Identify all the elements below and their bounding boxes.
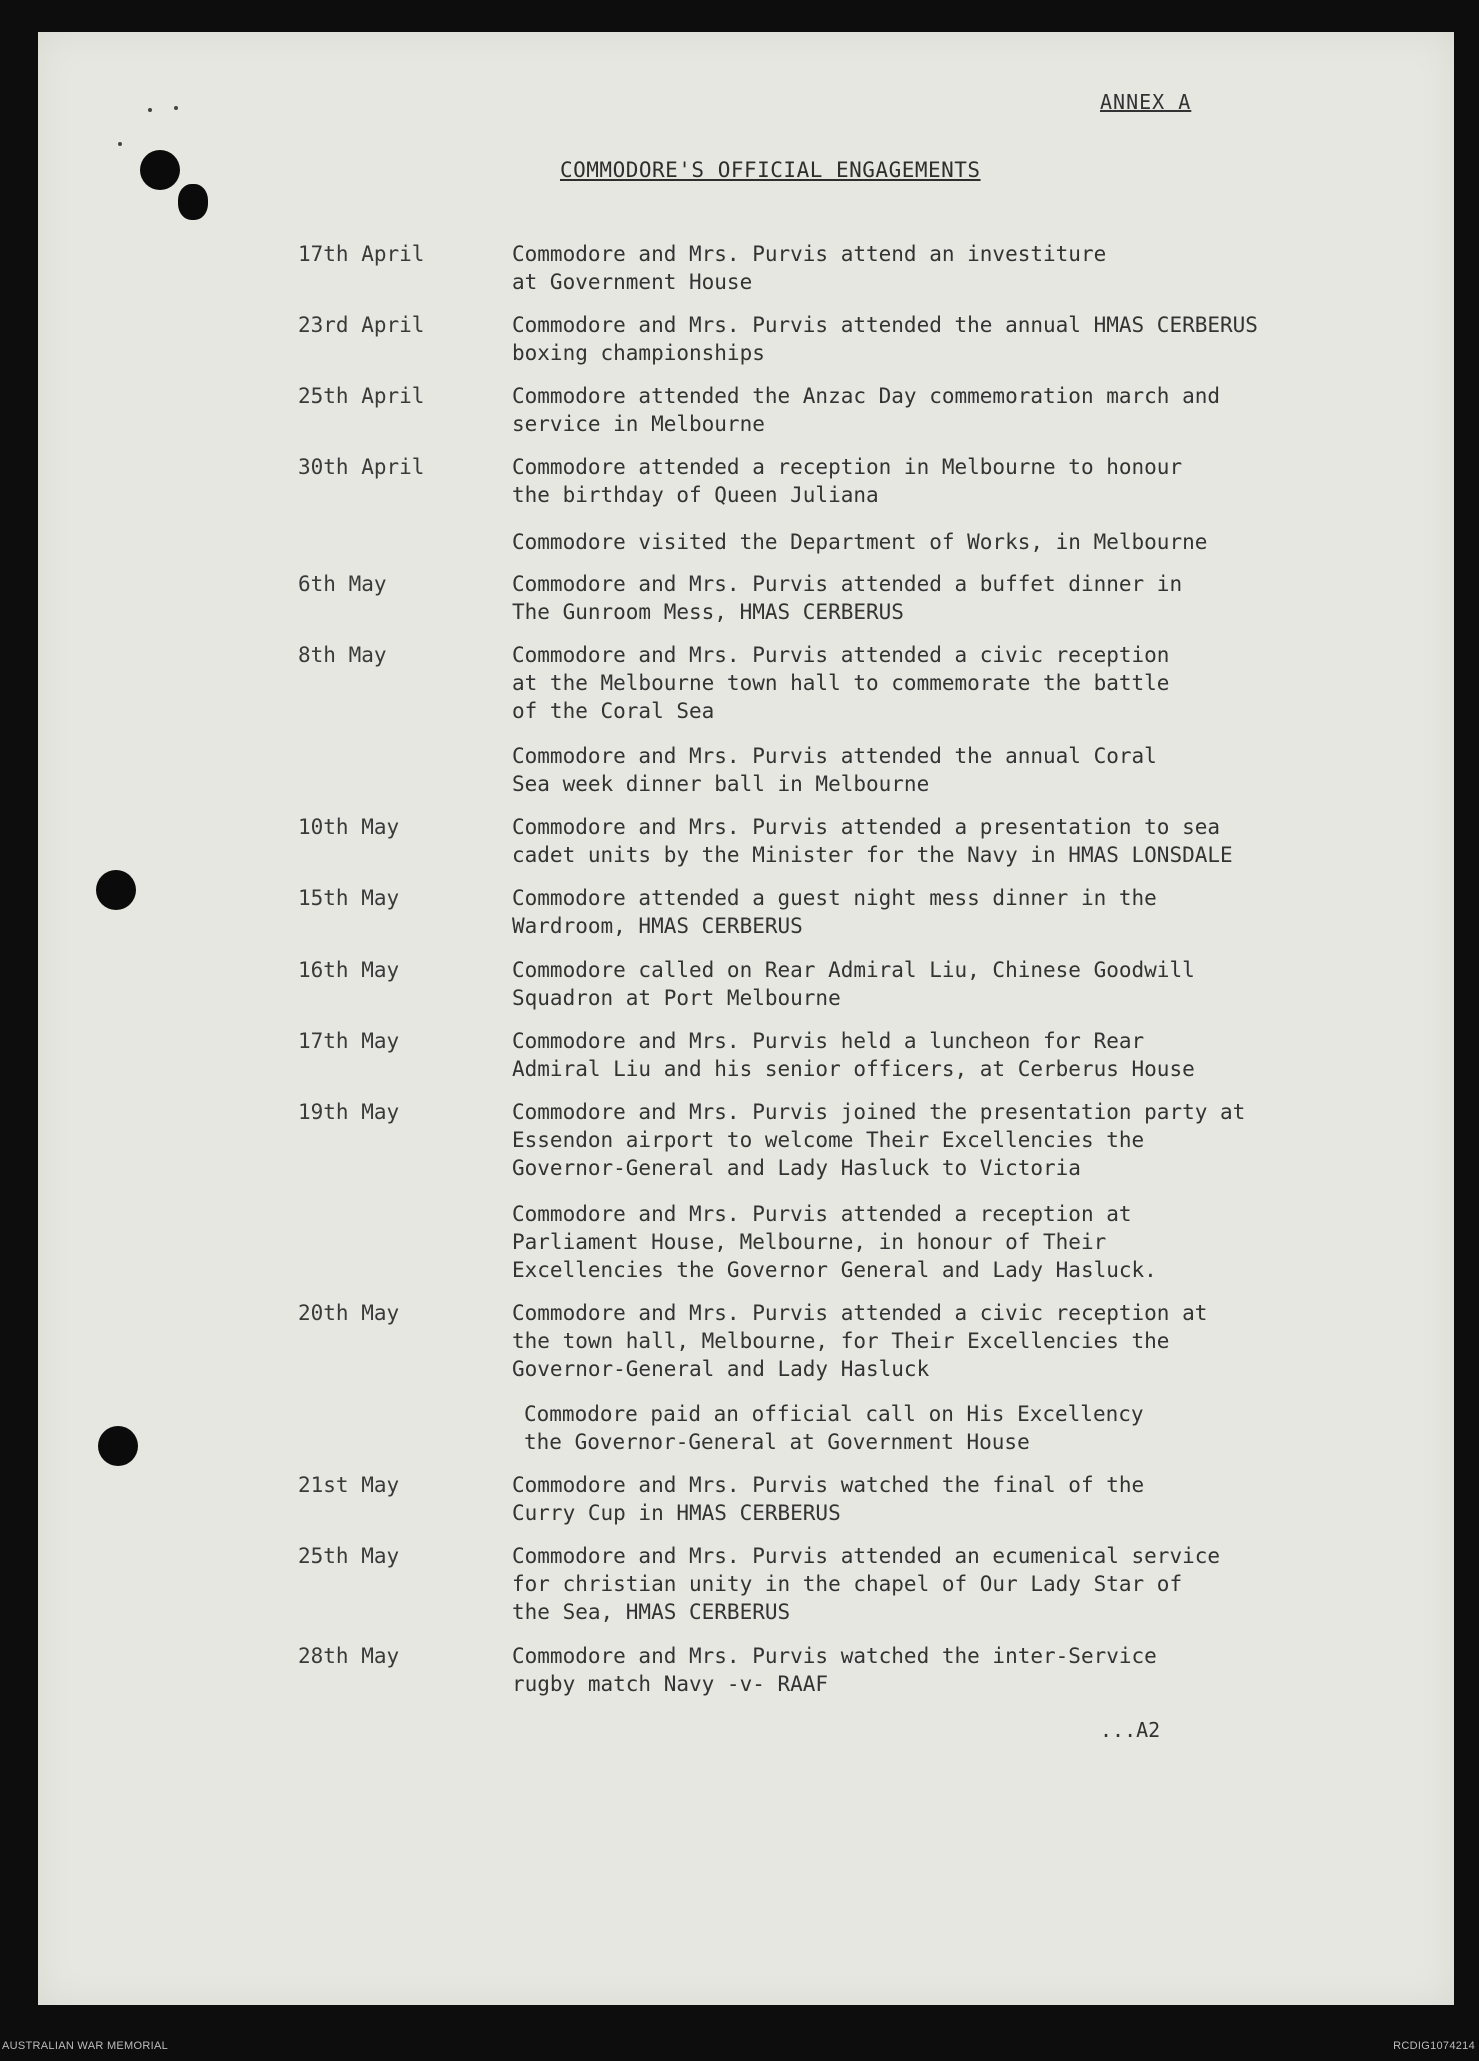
punch-hole <box>96 870 136 910</box>
entry-date: 15th May <box>298 886 400 910</box>
entry-text: Commodore and Mrs. Purvis attend an investiture at Government House <box>512 242 1107 294</box>
punch-hole-torn <box>178 184 208 220</box>
footer-record-id: RCDIG1074214 <box>1393 2040 1475 2052</box>
entry-date: 28th May <box>298 1644 400 1668</box>
entry-date: 10th May <box>298 815 400 839</box>
entry-text: Commodore and Mrs. Purvis attended a civic reception at the Melbourne town hall to commemorate the battle of the Coral Sea <box>512 643 1170 723</box>
entry-date: 16th May <box>298 958 400 982</box>
entry-text: Commodore and Mrs. Purvis held a luncheon for Rear Admiral Liu and his senior officers, at Cerberus House <box>512 1029 1195 1081</box>
paper-speck <box>174 106 178 110</box>
page-title: COMMODORE'S OFFICIAL ENGAGEMENTS <box>560 158 981 182</box>
punch-hole <box>140 150 180 190</box>
entry-text: Commodore and Mrs. Purvis joined the presentation party at Essendon airport to welcome Their Excellencies the Governor-General and Lady Hasluck to Victoria <box>512 1100 1246 1180</box>
entry-date: 20th May <box>298 1301 400 1325</box>
entry-text: Commodore paid an official call on His Excellency the Governor-General at Government House <box>524 1402 1144 1454</box>
entry-text: Commodore and Mrs. Purvis watched the final of the Curry Cup in HMAS CERBERUS <box>512 1473 1145 1525</box>
entry-date: 8th May <box>298 643 387 667</box>
entry-text: Commodore attended a reception in Melbourne to honour the birthday of Queen Juliana <box>512 455 1183 507</box>
entry-text: Commodore and Mrs. Purvis attended the annual HMAS CERBERUS boxing championships <box>512 313 1258 365</box>
entry-date: 30th April <box>298 455 425 479</box>
annex-label: ANNEX A <box>1100 90 1192 114</box>
entry-text: Commodore visited the Department of Works, in Melbourne <box>512 530 1208 554</box>
entry-date: 23rd April <box>298 313 425 337</box>
entry-text: Commodore called on Rear Admiral Liu, Chinese Goodwill Squadron at Port Melbourne <box>512 958 1195 1010</box>
paper-speck <box>148 108 152 112</box>
entry-date: 21st May <box>298 1473 400 1497</box>
entry-text: Commodore attended the Anzac Day commemoration march and service in Melbourne <box>512 384 1221 436</box>
entry-text: Commodore and Mrs. Purvis attended a buffet dinner in The Gunroom Mess, HMAS CERBERUS <box>512 572 1183 624</box>
continuation-marker: ...A2 <box>1100 1718 1161 1742</box>
entry-date: 17th April <box>298 242 425 266</box>
entry-text: Commodore attended a guest night mess dinner in the Wardroom, HMAS CERBERUS <box>512 886 1157 938</box>
entry-date: 17th May <box>298 1029 400 1053</box>
entry-text: Commodore and Mrs. Purvis attended an ecumenical service for christian unity in the chapel of Our Lady Star of the Sea, HMAS CERBERUS <box>512 1544 1221 1624</box>
entry-text: Commodore and Mrs. Purvis attended a reception at Parliament House, Melbourne, in honour of Their Excellencies the Governor General and Lady Hasluck. <box>512 1202 1157 1282</box>
entry-date: 25th May <box>298 1544 400 1568</box>
entry-text: Commodore and Mrs. Purvis attended a presentation to sea cadet units by the Minister for the Navy in HMAS LONSDALE <box>512 815 1233 867</box>
footer-source-label: AUSTRALIAN WAR MEMORIAL <box>2 2040 169 2052</box>
entry-date: 6th May <box>298 572 387 596</box>
entry-date: 19th May <box>298 1100 400 1124</box>
entry-text: Commodore and Mrs. Purvis watched the inter-Service rugby match Navy -v- RAAF <box>512 1644 1157 1696</box>
entry-date: 25th April <box>298 384 425 408</box>
entry-text: Commodore and Mrs. Purvis attended the annual Coral Sea week dinner ball in Melbourne <box>512 744 1157 796</box>
entry-text: Commodore and Mrs. Purvis attended a civic reception at the town hall, Melbourne, for Their Excellencies the Governor-General and Lady Hasluck <box>512 1301 1208 1381</box>
punch-hole <box>98 1426 138 1466</box>
paper-speck <box>118 142 122 146</box>
